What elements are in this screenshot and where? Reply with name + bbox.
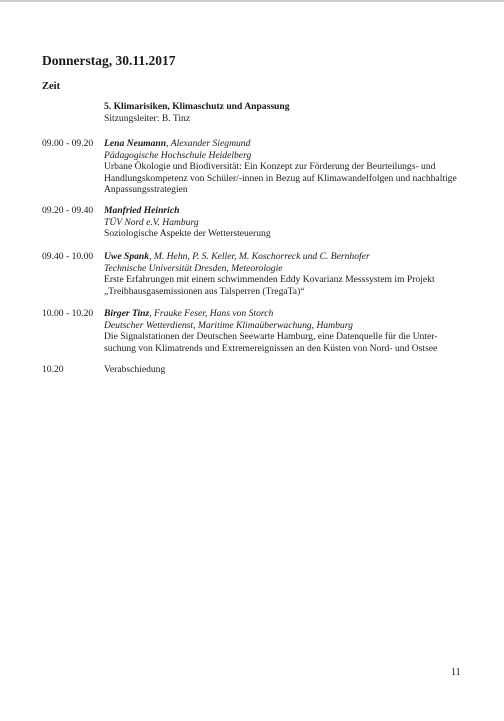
entry-title	[104, 274, 484, 297]
co-authors: , M. Hehn, P. S. Keller, M. Koschorreck und C. Bernhofer	[149, 251, 370, 262]
entry-time: 09.40 - 10.00	[42, 251, 94, 262]
closing-content	[104, 364, 484, 376]
day-heading: Donnerstag, 30.11.2017	[42, 53, 176, 68]
top-rule	[0, 0, 504, 2]
co-authors: , Alexander Siegmund	[166, 138, 251, 149]
entry-time: 10.00 - 10.20	[42, 308, 94, 319]
closing-label: Verabschiedung	[104, 364, 166, 375]
title-line: Erste Erfahrungen mit einem schwimmenden Eddy Kovarianz Messsystem im Projekt	[104, 274, 435, 285]
title-line: „Treibhausgasemissionen aus Talsperren (TregaTa)“	[104, 285, 305, 297]
entry-content	[104, 205, 484, 240]
co-authors: , Frauke Feser, Hans von Storch	[149, 308, 274, 319]
title-line: Die Signalstationen der Deutschen Seewarte Hamburg, eine Datenquelle für die Unter-	[104, 331, 438, 342]
closing-time: 10.20	[42, 364, 64, 375]
entry-institution: Pädagogische Hochschule Heidelberg	[104, 149, 252, 161]
title-line: Soziologische Aspekte der Wettersteuerung	[104, 228, 271, 239]
lead-author: Birger Tinz	[104, 308, 150, 319]
session-header	[104, 101, 290, 124]
entry-title	[104, 228, 484, 240]
entry-time: 09.00 - 09.20	[42, 138, 94, 149]
entry-institution: Deutscher Wetterdienst, Maritime Klimaüberwachung, Hamburg	[104, 319, 353, 331]
session-chair: Sitzungsleiter: B. Tinz	[104, 112, 191, 124]
entry-institution: Technische Universität Dresden, Meteorologie	[104, 262, 283, 274]
session-title: 5. Klimarisiken, Klimaschutz und Anpassung	[104, 101, 290, 112]
entry-institution: TÜV Nord e.V. Hamburg	[104, 216, 199, 228]
page-number: 11	[451, 667, 461, 678]
title-line: Urbane Ökologie und Biodiversität: Ein Konzept zur Förderung der Beurteilungs- und	[104, 161, 436, 172]
title-line: suchung von Klimatrends und Extremereignissen an den Küsten von Nord- und Ostsee	[104, 342, 438, 354]
entry-time: 09.20 - 09.40	[42, 205, 94, 216]
entry-title	[104, 161, 484, 196]
title-line: Anpassungsstrategien	[104, 184, 188, 195]
lead-author: Uwe Spank	[104, 251, 150, 262]
entry-authors	[104, 205, 484, 217]
entry-content	[104, 308, 484, 354]
lead-author: Lena Neumann	[104, 138, 167, 149]
time-column-heading: Zeit	[42, 81, 61, 92]
title-line: Handlungskompetenz von Schüler/-innen in Bezug auf Klimawandelfolgen und nachhaltige	[104, 172, 457, 184]
entry-content	[104, 138, 484, 196]
entry-title	[104, 331, 484, 354]
entry-content	[104, 251, 484, 297]
lead-author: Manfried Heinrich	[104, 205, 180, 216]
entry-authors	[104, 308, 484, 320]
entry-authors	[104, 138, 484, 150]
entry-authors	[104, 251, 484, 263]
